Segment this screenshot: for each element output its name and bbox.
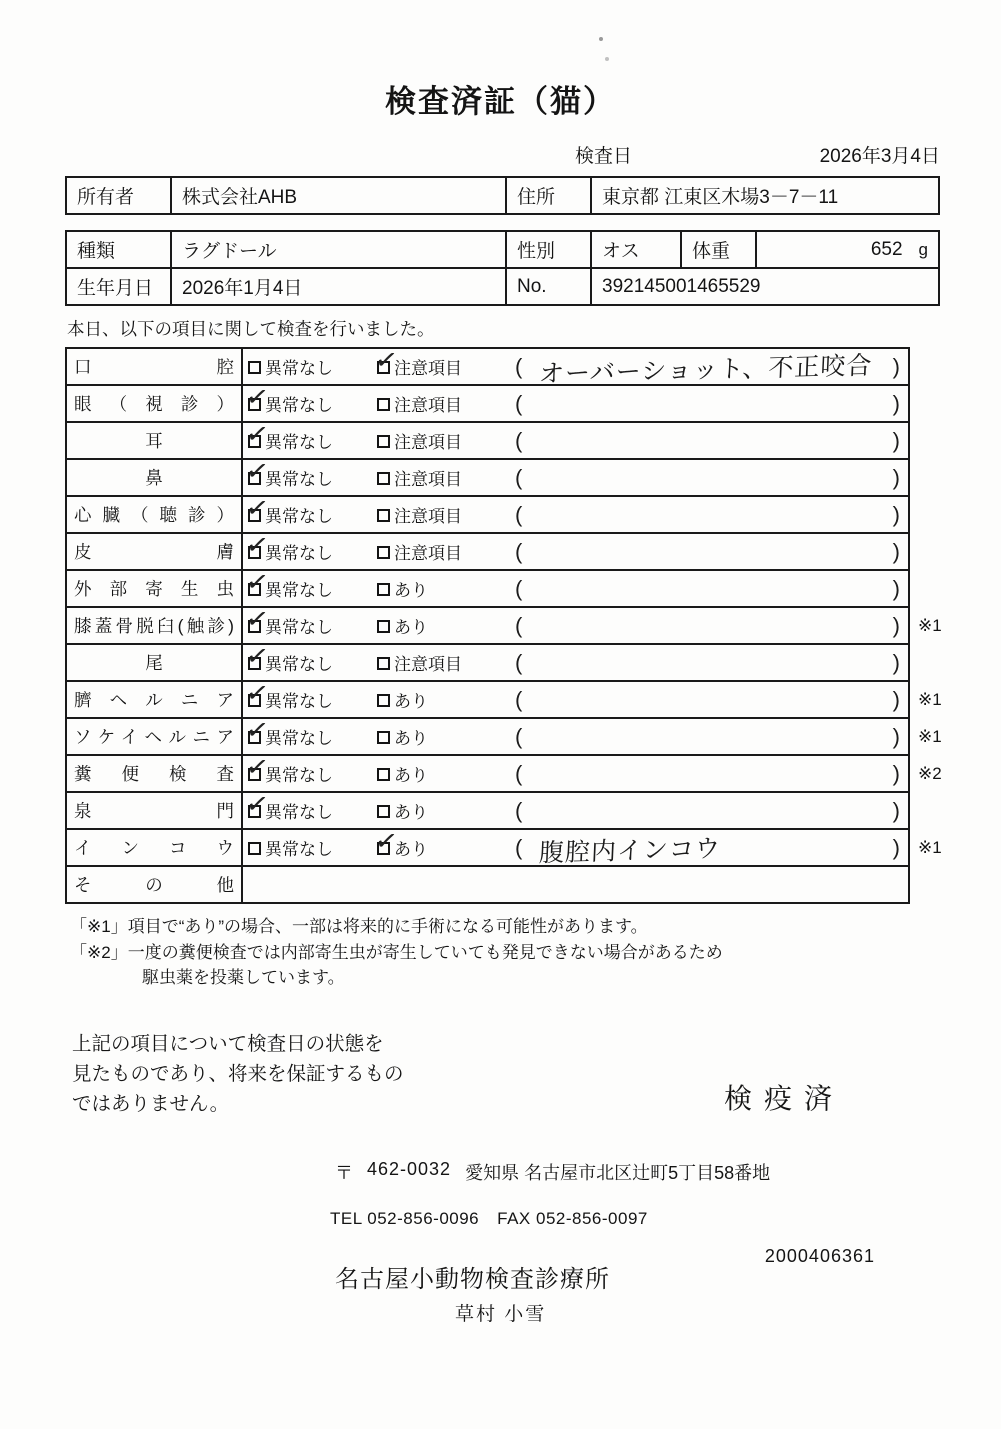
option-normal bbox=[243, 786, 373, 828]
exam-item-cell bbox=[67, 386, 243, 421]
owner-label: 所有者 bbox=[66, 177, 171, 214]
exam-row bbox=[65, 786, 910, 830]
weight-value: 652 bbox=[870, 238, 903, 260]
weight-label: 体重 bbox=[681, 231, 756, 268]
option-normal bbox=[243, 416, 373, 458]
option-normal bbox=[243, 379, 373, 421]
option-alt bbox=[373, 756, 509, 791]
exam-item-cell bbox=[67, 756, 243, 791]
exam-item-cell bbox=[67, 571, 243, 606]
paren-open-icon: ( bbox=[515, 834, 523, 860]
checkbox bbox=[243, 527, 271, 562]
option-alt-label: 注意項目 bbox=[394, 507, 462, 526]
option-normal-label: 異常なし bbox=[265, 840, 333, 859]
option-normal-label: 異常なし bbox=[265, 803, 333, 822]
paren-close-icon: ) bbox=[892, 538, 900, 564]
check-mark-icon: ✓ bbox=[372, 823, 400, 858]
handwritten-entry: オーバーショット、不正咬合 bbox=[538, 351, 873, 389]
dob-label: 生年月日 bbox=[66, 268, 171, 305]
footnote-mark: ※2 bbox=[918, 763, 942, 783]
option-normal-label: 異常なし bbox=[265, 581, 333, 600]
scan-artifact-dot bbox=[605, 57, 609, 61]
exam-item-label: 耳 bbox=[145, 431, 163, 451]
option-alt-label: 注意項目 bbox=[394, 544, 462, 563]
exam-row bbox=[65, 823, 942, 868]
checkbox bbox=[377, 398, 390, 411]
option-alt bbox=[373, 608, 509, 643]
checkbox bbox=[248, 361, 261, 374]
exam-item-label: 糞便検査 bbox=[74, 764, 234, 784]
check-mark-icon: ✓ bbox=[243, 786, 271, 821]
checkbox bbox=[377, 620, 390, 633]
exam-row bbox=[65, 675, 942, 719]
exam-item-cell bbox=[67, 867, 243, 902]
disclaimer-line: 上記の項目について検査日の状態を bbox=[72, 1032, 384, 1055]
option-alt-label: 注意項目 bbox=[394, 396, 462, 415]
paren-open-icon: ( bbox=[515, 575, 523, 601]
option-normal-label: 異常なし bbox=[265, 396, 333, 415]
checkbox bbox=[377, 694, 390, 707]
option-normal-label: 異常なし bbox=[265, 470, 333, 489]
footnote-mark: ※1 bbox=[918, 615, 942, 635]
option-alt bbox=[373, 719, 509, 754]
paren-close-icon: ) bbox=[892, 797, 900, 823]
option-normal bbox=[243, 638, 373, 680]
weight-unit: g bbox=[918, 239, 928, 259]
paren-close-icon: ) bbox=[892, 353, 900, 379]
exam-item-cell bbox=[67, 830, 243, 865]
option-alt-label: 注意項目 bbox=[394, 655, 462, 674]
paren-close-icon: ) bbox=[892, 390, 900, 416]
option-normal-label: 異常なし bbox=[265, 544, 333, 563]
disclaimer-line: ではありません。 bbox=[72, 1092, 230, 1115]
findings-cell bbox=[509, 608, 908, 643]
disclaimer bbox=[72, 1029, 404, 1120]
serial-number: 2000406361 bbox=[764, 1246, 875, 1266]
exam-item-cell bbox=[67, 460, 243, 495]
findings-cell bbox=[509, 682, 908, 717]
checkbox bbox=[377, 805, 390, 818]
exam-item-cell bbox=[67, 719, 243, 754]
paren-close-icon: ) bbox=[892, 427, 900, 453]
check-mark-icon: ✓ bbox=[243, 379, 271, 414]
paren-open-icon: ( bbox=[515, 649, 523, 675]
dob-value: 2026年1月4日 bbox=[171, 268, 506, 305]
option-alt-label: あり bbox=[394, 692, 428, 711]
option-normal-label: 異常なし bbox=[265, 766, 333, 785]
paren-open-icon: ( bbox=[515, 501, 523, 527]
paren-open-icon: ( bbox=[515, 760, 523, 786]
option-normal bbox=[243, 349, 373, 384]
scan-artifact-dot bbox=[599, 37, 603, 41]
exam-item-cell bbox=[67, 682, 243, 717]
postal-code: 462-0032 bbox=[367, 1159, 452, 1180]
checkbox bbox=[243, 453, 271, 488]
footnote-mark: ※1 bbox=[918, 837, 942, 857]
weight-value-cell bbox=[756, 231, 939, 268]
paren-close-icon: ) bbox=[892, 686, 900, 712]
paren-open-icon: ( bbox=[515, 797, 523, 823]
exam-row bbox=[65, 712, 942, 756]
no-label: No. bbox=[506, 268, 591, 305]
microchip-number: 392145001465529 bbox=[591, 268, 939, 305]
inspection-date-label: 検査日 bbox=[575, 146, 633, 167]
exam-item-label: 心臓（聴診） bbox=[74, 505, 234, 525]
exam-row bbox=[65, 527, 910, 571]
option-normal bbox=[243, 601, 373, 643]
option-alt bbox=[372, 342, 509, 384]
option-normal-label: 異常なし bbox=[265, 692, 333, 711]
findings-cell bbox=[509, 793, 908, 828]
option-normal bbox=[243, 749, 373, 791]
address-value: 東京都 江東区木場3－7－11 bbox=[591, 177, 939, 214]
exam-item-cell bbox=[67, 349, 243, 384]
check-mark-icon: ✓ bbox=[243, 490, 271, 525]
check-mark-icon: ✓ bbox=[243, 675, 271, 710]
clinic-phone-line bbox=[330, 1209, 1001, 1229]
option-alt-label: 注意項目 bbox=[394, 433, 462, 452]
handwritten-entry: 腹腔内インコウ bbox=[538, 834, 722, 868]
checkbox bbox=[377, 583, 390, 596]
checkbox bbox=[243, 712, 271, 747]
option-normal bbox=[243, 527, 373, 569]
option-alt bbox=[373, 460, 509, 495]
check-mark-icon: ✓ bbox=[243, 749, 271, 784]
checkbox bbox=[243, 786, 271, 821]
paren-close-icon: ) bbox=[892, 501, 900, 527]
option-normal bbox=[243, 453, 373, 495]
veterinarian-name: 草村 小雪 bbox=[455, 1304, 547, 1326]
breed-value: ラグドール bbox=[171, 231, 506, 268]
address-label: 住所 bbox=[506, 177, 591, 214]
inspection-date-line bbox=[575, 141, 940, 168]
footnote-mark: ※1 bbox=[918, 689, 942, 709]
clinic-tel: TEL 052-856-0096 bbox=[330, 1209, 480, 1229]
clinic-address: 愛知県 名古屋市北区辻町5丁目58番地 bbox=[465, 1163, 771, 1184]
option-normal bbox=[243, 712, 373, 754]
bottom-row bbox=[72, 1029, 936, 1120]
exam-row bbox=[65, 416, 910, 460]
footnote-2-continued: 駆虫薬を投薬しています。 bbox=[142, 968, 345, 987]
exam-item-label: 鼻 bbox=[145, 468, 163, 488]
checkbox bbox=[243, 490, 271, 525]
findings-cell bbox=[509, 423, 908, 458]
exam-item-label: ソケイヘルニア bbox=[74, 727, 234, 747]
breed-row bbox=[66, 231, 939, 268]
findings-cell bbox=[509, 534, 908, 569]
option-alt bbox=[373, 497, 509, 532]
footnote-2: 「※2」一度の糞便検査では内部寄生虫が寄生していても発見できない場合があるため bbox=[70, 942, 723, 962]
option-normal-label: 異常なし bbox=[265, 655, 333, 674]
exam-row bbox=[65, 379, 910, 423]
option-alt-label: あり bbox=[394, 581, 428, 600]
option-normal bbox=[243, 490, 373, 532]
paren-open-icon: ( bbox=[515, 686, 523, 712]
option-alt bbox=[372, 823, 509, 865]
check-mark-icon: ✓ bbox=[243, 416, 271, 451]
sex-label: 性別 bbox=[506, 231, 591, 268]
option-alt-label: 注意項目 bbox=[394, 359, 462, 378]
quarantine-passed-stamp: 検疫済 bbox=[723, 1083, 844, 1115]
checkbox bbox=[377, 435, 390, 448]
paren-close-icon: ) bbox=[892, 834, 900, 860]
checkbox bbox=[377, 546, 390, 559]
exam-row bbox=[65, 867, 910, 904]
exam-item-label: 皮膚 bbox=[74, 542, 234, 562]
findings-cell bbox=[509, 756, 908, 791]
checkbox bbox=[243, 564, 271, 599]
exam-item-cell bbox=[67, 608, 243, 643]
paren-close-icon: ) bbox=[892, 575, 900, 601]
checkbox bbox=[243, 675, 271, 710]
paren-open-icon: ( bbox=[515, 538, 523, 564]
checkbox bbox=[243, 601, 271, 636]
option-normal bbox=[243, 675, 373, 717]
exam-item-label: 膝蓋骨脱臼(触診) bbox=[74, 616, 234, 636]
check-mark-icon: ✓ bbox=[243, 527, 271, 562]
exam-row bbox=[65, 638, 910, 682]
check-mark-icon: ✓ bbox=[243, 601, 271, 636]
findings-cell bbox=[509, 719, 908, 754]
checkbox bbox=[377, 657, 390, 670]
exam-row bbox=[65, 490, 910, 534]
option-alt-label: 注意項目 bbox=[394, 470, 462, 489]
exam-item-cell bbox=[67, 423, 243, 458]
paren-open-icon: ( bbox=[515, 390, 523, 416]
exam-item-label: 臍ヘルニア bbox=[74, 690, 234, 710]
checkbox bbox=[248, 842, 261, 855]
option-normal-label: 異常なし bbox=[265, 618, 333, 637]
exam-item-label: 尾 bbox=[145, 653, 163, 673]
check-mark-icon: ✓ bbox=[243, 564, 271, 599]
paren-open-icon: ( bbox=[515, 464, 523, 490]
check-mark-icon: ✓ bbox=[243, 453, 271, 488]
exam-item-label: 眼（視診） bbox=[74, 394, 234, 414]
option-alt bbox=[373, 386, 509, 421]
clinic-address-line bbox=[335, 1159, 1001, 1185]
paren-close-icon: ) bbox=[892, 723, 900, 749]
footnotes bbox=[70, 914, 1001, 991]
checkbox bbox=[377, 731, 390, 744]
paren-close-icon: ) bbox=[892, 760, 900, 786]
sex-value: オス bbox=[591, 231, 681, 268]
empty-findings-cell bbox=[243, 867, 908, 902]
option-alt bbox=[373, 682, 509, 717]
exam-item-cell bbox=[67, 497, 243, 532]
option-alt bbox=[373, 571, 509, 606]
check-mark-icon: ✓ bbox=[243, 638, 271, 673]
findings-cell bbox=[509, 830, 908, 868]
paren-open-icon: ( bbox=[515, 427, 523, 453]
findings-cell bbox=[509, 497, 908, 532]
option-normal-label: 異常なし bbox=[265, 359, 333, 378]
option-normal bbox=[243, 830, 373, 865]
exam-row bbox=[65, 749, 942, 793]
footnote-mark: ※1 bbox=[918, 726, 942, 746]
option-normal-label: 異常なし bbox=[265, 507, 333, 526]
option-alt-label: あり bbox=[394, 618, 428, 637]
document-title: 検査済証（猫） bbox=[385, 84, 616, 119]
exam-row bbox=[65, 564, 910, 608]
clinic-fax: FAX 052-856-0097 bbox=[497, 1209, 648, 1229]
exam-row bbox=[65, 601, 942, 645]
checkbox bbox=[243, 416, 271, 451]
footnote-1: 「※1」項目で“あり”の場合、一部は将来的に手術になる可能性があります。 bbox=[70, 917, 648, 936]
intro-text: 本日、以下の項目に関して検査を行いました。 bbox=[67, 319, 435, 339]
option-alt bbox=[373, 534, 509, 569]
checkbox bbox=[377, 472, 390, 485]
option-alt bbox=[373, 423, 509, 458]
option-alt-label: あり bbox=[394, 840, 428, 859]
breed-label: 種類 bbox=[66, 231, 171, 268]
checkbox bbox=[372, 342, 400, 377]
check-mark-icon: ✓ bbox=[372, 342, 400, 377]
option-alt bbox=[373, 793, 509, 828]
checkbox bbox=[372, 823, 400, 858]
checkbox bbox=[377, 509, 390, 522]
checkbox bbox=[243, 379, 271, 414]
dob-row bbox=[66, 268, 939, 305]
owner-table bbox=[65, 176, 940, 215]
option-alt-label: あり bbox=[394, 803, 428, 822]
exam-item-label: 口腔 bbox=[74, 357, 234, 377]
findings-cell bbox=[509, 645, 908, 680]
checklist-table bbox=[65, 342, 942, 904]
disclaimer-line: 見たものであり、将来を保証するもの bbox=[72, 1062, 404, 1085]
checkbox bbox=[243, 638, 271, 673]
inspection-date-value: 2026年3月4日 bbox=[819, 146, 940, 167]
exam-item-cell bbox=[67, 534, 243, 569]
option-normal-label: 異常なし bbox=[265, 433, 333, 452]
checkbox bbox=[377, 768, 390, 781]
animal-info-table bbox=[65, 230, 940, 306]
owner-row bbox=[66, 177, 939, 214]
option-normal bbox=[243, 564, 373, 606]
exam-item-label: インコウ bbox=[74, 838, 234, 858]
option-alt bbox=[373, 645, 509, 680]
option-alt-label: あり bbox=[394, 766, 428, 785]
exam-item-label: その他 bbox=[74, 875, 234, 895]
paren-close-icon: ) bbox=[892, 464, 900, 490]
exam-row bbox=[65, 453, 910, 497]
option-alt-label: あり bbox=[394, 729, 428, 748]
postal-mark-icon: 〒 bbox=[335, 1163, 353, 1184]
paren-close-icon: ) bbox=[892, 612, 900, 638]
findings-cell bbox=[509, 386, 908, 421]
checkbox bbox=[243, 749, 271, 784]
findings-cell bbox=[509, 460, 908, 495]
clinic-name: 名古屋小動物検査診療所 bbox=[335, 1266, 610, 1294]
paren-open-icon: ( bbox=[515, 612, 523, 638]
option-normal-label: 異常なし bbox=[265, 729, 333, 748]
check-mark-icon: ✓ bbox=[243, 712, 271, 747]
findings-cell bbox=[509, 349, 908, 389]
paren-open-icon: ( bbox=[515, 723, 523, 749]
exam-item-label: 外部寄生虫 bbox=[74, 579, 234, 599]
exam-item-label: 泉門 bbox=[74, 801, 234, 821]
exam-item-cell bbox=[67, 645, 243, 680]
findings-cell bbox=[509, 571, 908, 606]
exam-item-cell bbox=[67, 793, 243, 828]
paren-open-icon: ( bbox=[515, 353, 523, 379]
owner-value: 株式会社AHB bbox=[171, 177, 506, 214]
paren-close-icon: ) bbox=[892, 649, 900, 675]
exam-row bbox=[65, 342, 910, 389]
